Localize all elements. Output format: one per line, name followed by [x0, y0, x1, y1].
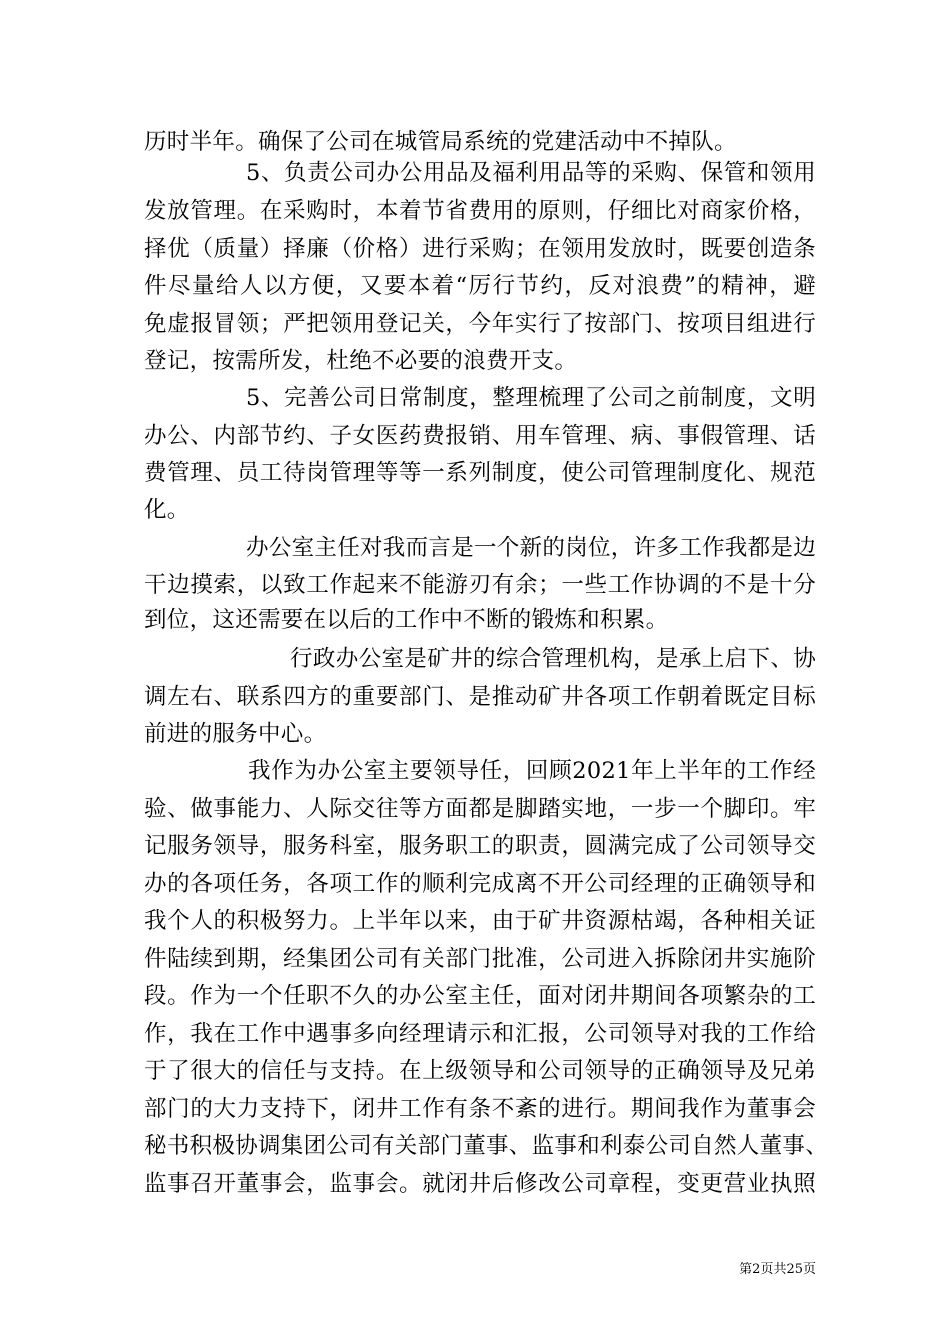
text-line: 监事召开董事会，监事会。就闭井后修改公司章程，变更营业执照	[144, 1171, 816, 1197]
text-line: 我个人的积极努力。上半年以来，由于矿井资源枯竭，各种相关证	[144, 908, 816, 934]
text-line: 验、做事能力、人际交往等方面都是脚踏实地，一步一个脚印。牢	[144, 796, 816, 822]
text-line: 调左右、联系四方的重要部门、是推动矿井各项工作朝着既定目标	[144, 684, 816, 710]
text-line: 发放管理。在采购时，本着节省费用的原则，仔细比对商家价格，	[144, 198, 816, 224]
text-line: 5、负责公司办公用品及福利用品等的采购、保管和领用	[246, 160, 816, 186]
page-number-footer: 第2页共25页	[739, 1262, 816, 1277]
text-line: 历时半年。确保了公司在城管局系统的党建活动中不掉队。	[144, 129, 737, 155]
text-line: 办公室主任对我而言是一个新的岗位，许多工作我都是边	[246, 535, 817, 561]
text-line: 前进的服务中心。	[144, 721, 327, 747]
text-line: 费管理、员工待岗管理等等一系列制度，使公司管理制度化、规范	[144, 460, 816, 486]
text-line: 作，我在工作中遇事多向经理请示和汇报，公司领导对我的工作给	[144, 1021, 816, 1047]
text-line: 免虚报冒领；严把领用登记关，今年实行了按部门、按项目组进行	[144, 311, 816, 337]
text-line: 干边摸索，以致工作起来不能游刃有余；一些工作协调的不是十分	[144, 572, 816, 598]
text-line: 行政办公室是矿井的综合管理机构，是承上启下、协	[290, 646, 816, 672]
text-line: 5、完善公司日常制度，整理梳理了公司之前制度，文明	[246, 385, 816, 411]
text-line: 段。作为一个任职不久的办公室主任，面对闭井期间各项繁杂的工	[144, 983, 816, 1009]
text-line: 秘书积极协调集团公司有关部门董事、监事和利泰公司自然人董事、	[144, 1133, 829, 1159]
text-line: 部门的大力支持下，闭井工作有条不紊的进行。期间我作为董事会	[144, 1096, 816, 1122]
text-line: 化。	[144, 497, 190, 523]
text-line: 件尽量给人以方便，又要本着“厉行节约，反对浪费”的精神，避	[144, 273, 816, 299]
text-line: 件陆续到期，经集团公司有关部门批准，公司进入拆除闭井实施阶	[144, 946, 816, 972]
text-line: 到位，这还需要在以后的工作中不断的锻炼和积累。	[144, 607, 669, 633]
text-line: 于了很大的信任与支持。在上级领导和公司领导的正确领导及兄弟	[144, 1058, 816, 1084]
text-line: 办的各项任务，各项工作的顺利完成离不开公司经理的正确领导和	[144, 871, 816, 897]
text-line: 择优（质量）择廉（价格）进行采购；在领用发放时，既要创造条	[144, 236, 816, 262]
text-line: 登记，按需所发，杜绝不必要的浪费开支。	[144, 348, 578, 374]
text-line: 我作为办公室主要领导任，回顾2021年上半年的工作经	[248, 758, 816, 784]
text-line: 办公、内部节约、子女医药费报销、用车管理、病、事假管理、话	[144, 423, 816, 449]
text-line: 记服务领导，服务科室，服务职工的职责，圆满完成了公司领导交	[144, 833, 816, 859]
